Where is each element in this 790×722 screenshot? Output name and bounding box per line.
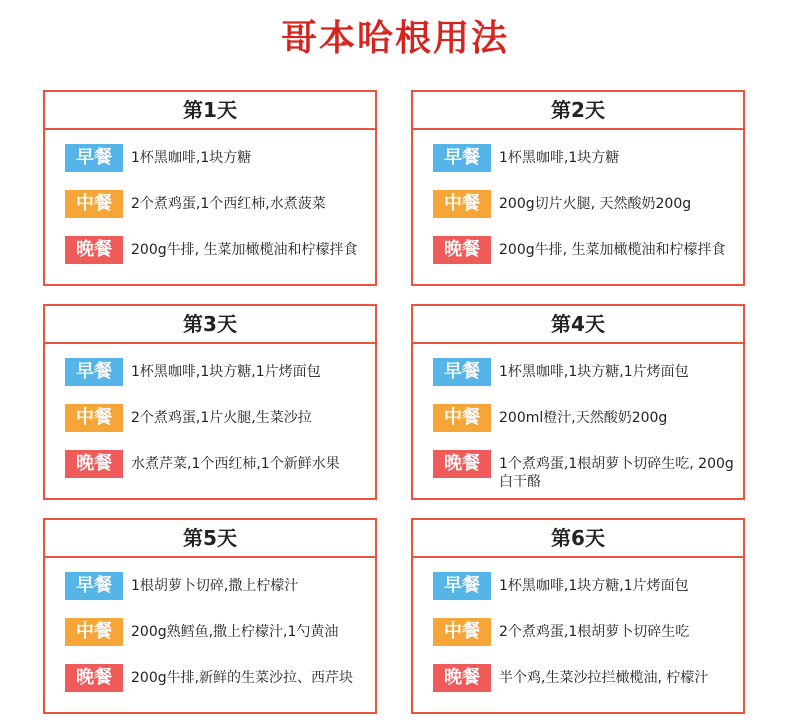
- breakfast-badge: 早餐: [433, 144, 491, 172]
- breakfast-text: 1杯黑咖啡,1块方糖: [499, 150, 620, 166]
- lunch-text: 200ml橙汁,天然酸奶200g: [499, 410, 668, 426]
- breakfast-text: 1根胡萝卜切碎,撒上柠檬汁: [131, 578, 299, 594]
- breakfast-text: 1杯黑咖啡,1块方糖: [131, 150, 252, 166]
- dinner-text: 1个煮鸡蛋,1根胡萝卜切碎生吃, 200g白干酪: [499, 456, 734, 490]
- dinner-badge: 晚餐: [65, 450, 123, 478]
- dinner-badge: 晚餐: [65, 664, 123, 692]
- breakfast-text: 1杯黑咖啡,1块方糖,1片烤面包: [499, 578, 689, 594]
- dinner-text: 水煮芹菜,1个西红柿,1个新鲜水果: [131, 456, 340, 472]
- dinner-text: 半个鸡,生菜沙拉拦橄榄油, 柠檬汁: [499, 670, 709, 686]
- breakfast-row: [433, 572, 734, 600]
- dinner-text: 200g牛排,新鲜的生菜沙拉、西芹块: [131, 670, 354, 686]
- day-card-1: [43, 90, 377, 286]
- breakfast-badge: 早餐: [65, 572, 123, 600]
- lunch-row: [65, 618, 366, 646]
- dinner-row: [433, 450, 734, 491]
- breakfast-row: [65, 572, 366, 600]
- dinner-badge: 晚餐: [65, 236, 123, 264]
- lunch-badge: 中餐: [433, 190, 491, 218]
- lunch-row: [65, 190, 366, 218]
- dinner-badge: 晚餐: [433, 236, 491, 264]
- day-card-3: [43, 304, 377, 500]
- day-card-5: [43, 518, 377, 714]
- lunch-row: [433, 618, 734, 646]
- lunch-badge: 中餐: [433, 618, 491, 646]
- day-heading: 第2天: [413, 92, 743, 130]
- dinner-row: [65, 236, 366, 264]
- breakfast-row: [433, 358, 734, 386]
- breakfast-row: [433, 144, 734, 172]
- day-heading: 第1天: [45, 92, 375, 130]
- lunch-badge: 中餐: [65, 404, 123, 432]
- breakfast-row: [65, 358, 366, 386]
- lunch-row: [433, 190, 734, 218]
- breakfast-badge: 早餐: [433, 358, 491, 386]
- dinner-text: 200g牛排, 生菜加橄榄油和柠檬拌食: [499, 242, 726, 258]
- day-card-2: [411, 90, 745, 286]
- lunch-badge: 中餐: [65, 190, 123, 218]
- day-card-6: [411, 518, 745, 714]
- day-heading: 第4天: [413, 306, 743, 344]
- lunch-badge: 中餐: [433, 404, 491, 432]
- breakfast-row: [65, 144, 366, 172]
- dinner-badge: 晚餐: [433, 664, 491, 692]
- lunch-text: 2个煮鸡蛋,1根胡萝卜切碎生吃: [499, 624, 690, 640]
- breakfast-badge: 早餐: [65, 358, 123, 386]
- day-card-4: [411, 304, 745, 500]
- dinner-row: [433, 236, 734, 264]
- dinner-text: 200g牛排, 生菜加橄榄油和柠檬拌食: [131, 242, 358, 258]
- day-heading: 第6天: [413, 520, 743, 558]
- lunch-text: 2个煮鸡蛋,1片火腿,生菜沙拉: [131, 410, 312, 426]
- day-heading: 第5天: [45, 520, 375, 558]
- day-heading: 第3天: [45, 306, 375, 344]
- breakfast-text: 1杯黑咖啡,1块方糖,1片烤面包: [131, 364, 321, 380]
- lunch-row: [65, 404, 366, 432]
- breakfast-text: 1杯黑咖啡,1块方糖,1片烤面包: [499, 364, 689, 380]
- dinner-row: [65, 450, 366, 478]
- lunch-text: 200g熟鳕鱼,撒上柠檬汁,1勺黄油: [131, 624, 339, 640]
- lunch-row: [433, 404, 734, 432]
- lunch-text: 2个煮鸡蛋,1个西红柿,水煮菠菜: [131, 196, 326, 212]
- breakfast-badge: 早餐: [65, 144, 123, 172]
- dinner-row: [65, 664, 366, 692]
- lunch-badge: 中餐: [65, 618, 123, 646]
- page-title: 哥本哈根用法: [280, 18, 509, 59]
- dinner-row: [433, 664, 734, 692]
- lunch-text: 200g切片火腿, 天然酸奶200g: [499, 196, 692, 212]
- breakfast-badge: 早餐: [433, 572, 491, 600]
- dinner-badge: 晚餐: [433, 450, 491, 478]
